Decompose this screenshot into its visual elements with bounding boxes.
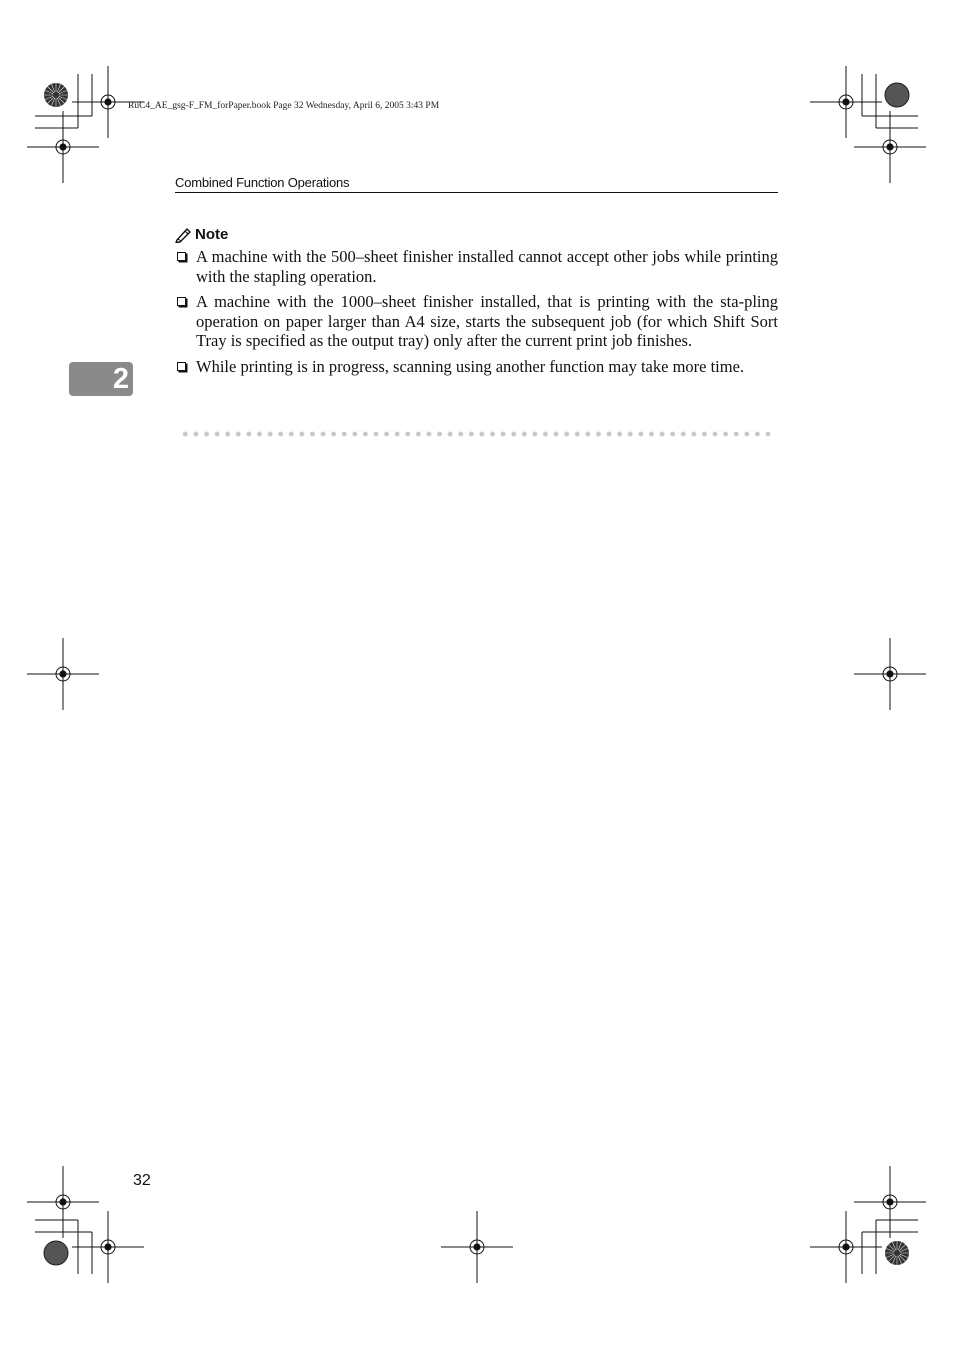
header-rule bbox=[175, 192, 778, 193]
note-item: A machine with the 500–sheet finisher installed cannot accept other jobs while printing with the stapling operation. bbox=[175, 247, 778, 286]
note-heading bbox=[174, 226, 228, 243]
chapter-tab: 2 bbox=[69, 362, 133, 396]
running-head: Combined Function Operations bbox=[175, 175, 350, 190]
note-label: Note bbox=[195, 226, 229, 243]
checkbox-bullet-icon bbox=[177, 252, 186, 261]
page-number: 32 bbox=[133, 1172, 151, 1189]
pencil-icon bbox=[174, 227, 192, 243]
dotted-separator bbox=[180, 431, 776, 437]
checkbox-bullet-icon bbox=[177, 297, 186, 306]
print-slug: RuC4_AE_gsg-F_FM_forPaper.book Page 32 Wednesday, April 6, 2005 3:43 PM bbox=[128, 101, 440, 111]
note-item: A machine with the 1000–sheet finisher installed, that is printing with the sta-pling operation on paper larger than A4 size, starts the subsequent job (for which Shift Sort Tray is specified as the output tray) only after the current print job finishes. bbox=[175, 292, 778, 351]
note-list bbox=[175, 247, 778, 383]
note-item: While printing is in progress, scanning using another function may take more time. bbox=[175, 357, 778, 377]
checkbox-bullet-icon bbox=[177, 362, 186, 371]
